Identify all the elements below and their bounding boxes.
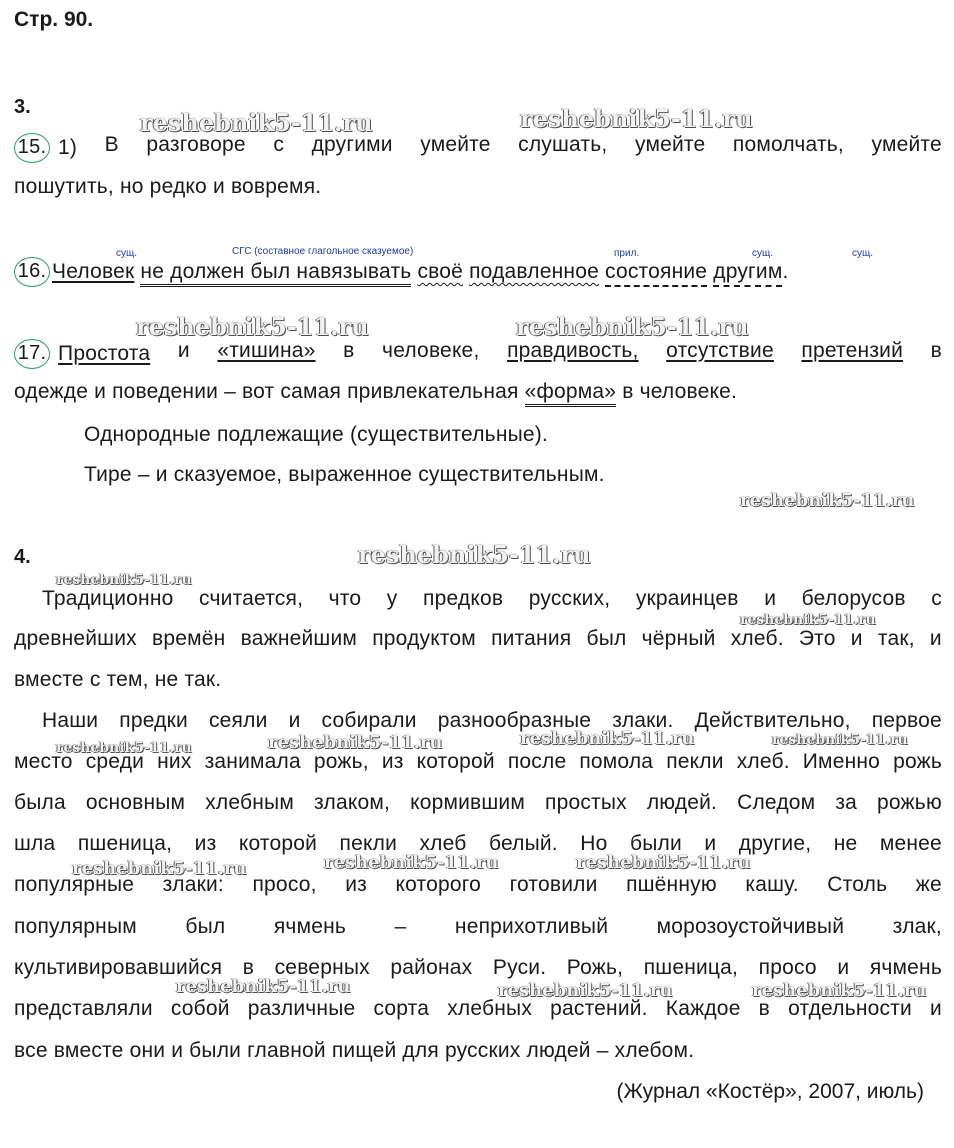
- watermark-logo: reshebnik5-11.ru: [520, 728, 695, 749]
- watermark-logo: reshebnik5-11.ru: [140, 108, 373, 137]
- item-16-badge: 16.: [14, 257, 50, 287]
- watermark-logo: reshebnik5-11.ru: [324, 852, 499, 873]
- attribute-word: своё: [417, 260, 464, 283]
- task-4-number: 4.: [14, 546, 31, 568]
- watermark-logo: reshebnik5-11.ru: [576, 852, 751, 873]
- p2-line-2: место среди них занимала рожь, из которой после помола пекли хлеб. Именно рожь: [14, 750, 942, 773]
- p1-line-1: Традиционно считается, что у предков русских, украинцев и белорусов с: [42, 587, 942, 610]
- watermark-logo: reshebnik5-11.ru: [740, 612, 876, 628]
- watermark-logo: reshebnik5-11.ru: [516, 312, 749, 341]
- task-3-number: 3.: [14, 96, 31, 118]
- p1-line-2: древнейших времён важнейшим продуктом питания был чёрный хлеб. Это и так, и: [14, 627, 942, 650]
- item-16-line: 16. Человек не должен был навязывать своё подавленное состояние другим.: [14, 258, 789, 288]
- p2-line-3: была основным хлебным злаком, кормившим простых людей. Следом за рожью: [14, 791, 942, 814]
- p2-line-8: представляли собой различные сорта хлебных растений. Каждое в отдельности и: [14, 997, 942, 1020]
- object-word-1: состояние: [605, 260, 707, 287]
- watermark-logo: reshebnik5-11.ru: [752, 980, 927, 1001]
- watermark-logo: reshebnik5-11.ru: [176, 976, 351, 997]
- subject-word: Человек: [52, 260, 135, 283]
- predicate-part-2: должен был навязывать: [170, 260, 411, 287]
- item-15-badge: 15. 1): [14, 134, 77, 164]
- item-17-badge: 17.: [14, 339, 50, 369]
- attribute-word-2: подавленное: [469, 260, 599, 283]
- p2-line-1: Наши предки сеяли и собирали разнообразные злаки. Действительно, первое: [42, 709, 942, 732]
- page-title: Стр. 90.: [14, 8, 94, 31]
- watermark-logo: reshebnik5-11.ru: [358, 540, 591, 569]
- watermark-logo: reshebnik5-11.ru: [136, 312, 369, 341]
- item-15-line-2: пошутить, но редко и вовремя.: [14, 175, 322, 198]
- item-17-line-1: 17. Простота и «тишина» в человеке, правдивость, отсутствие претензий в: [14, 340, 942, 370]
- watermark-logo: reshebnik5-11.ru: [56, 740, 192, 756]
- annotation-noun-1: сущ.: [116, 248, 138, 259]
- note-homogeneous: Однородные подлежащие (существительные).: [84, 423, 549, 446]
- item-17-line-2: одежде и поведении – вот самая привлекательная «форма» в человеке.: [14, 381, 737, 402]
- annotation-adj: прил.: [614, 248, 640, 259]
- watermark-logo: reshebnik5-11.ru: [498, 980, 673, 1001]
- item-15-line-1: 15. 1) В разговоре с другими умейте слушать, умейте помолчать, умейте: [14, 134, 942, 164]
- predicate-part-1: не: [140, 260, 164, 287]
- watermark-logo: reshebnik5-11.ru: [772, 732, 908, 748]
- object-word-2: другим: [713, 260, 782, 287]
- watermark-logo: reshebnik5-11.ru: [56, 572, 192, 588]
- note-dash: Тире – и сказуемое, выраженное существительным.: [84, 463, 605, 486]
- p2-line-4: шла пшеница, из которой пекли хлеб белый. Но были и другие, не менее: [14, 832, 942, 855]
- p2-line-5: популярные злаки: просо, из которого готовили пшённую кашу. Столь же: [14, 873, 942, 896]
- p2-line-7: культивировавшийся в северных районах Руси. Рожь, пшеница, просо и ячмень: [14, 956, 942, 979]
- p1-line-3: вместе с тем, не так.: [14, 668, 222, 691]
- p2-line-9: все вместе они и были главной пищей для русских людей – хлебом.: [14, 1039, 695, 1062]
- annotation-noun-2: сущ.: [752, 248, 774, 259]
- watermark-logo: reshebnik5-11.ru: [520, 104, 753, 133]
- watermark-logo: reshebnik5-11.ru: [268, 732, 443, 753]
- watermark-logo: reshebnik5-11.ru: [740, 490, 915, 511]
- source-citation: (Журнал «Костёр», 2007, июль): [616, 1080, 924, 1103]
- annotation-noun-3: сущ.: [852, 248, 874, 259]
- p2-line-6: популярным был ячмень – неприхотливый морозоустойчивый злак,: [14, 915, 942, 938]
- annotation-sgs: СГС (составное глагольное сказуемое): [232, 246, 414, 257]
- watermark-logo: reshebnik5-11.ru: [72, 858, 247, 879]
